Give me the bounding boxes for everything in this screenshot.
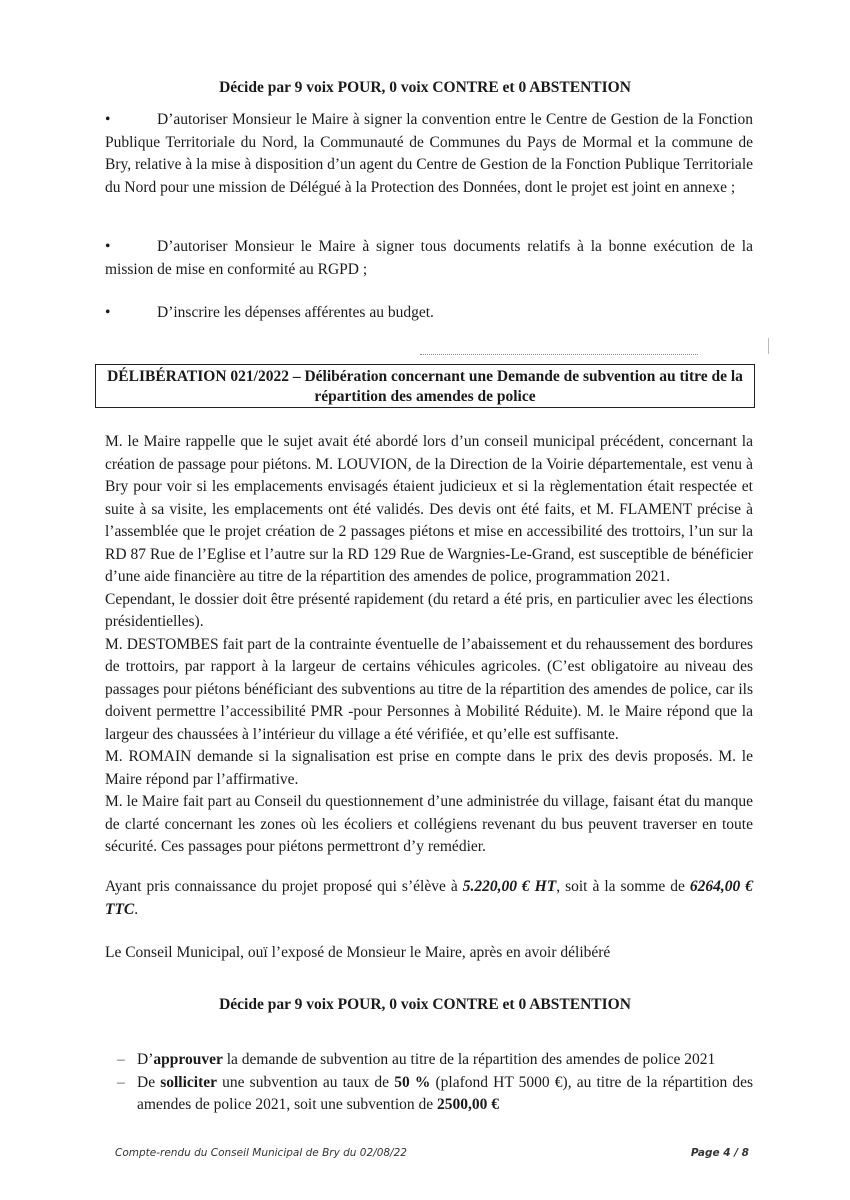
dash-icon: –	[117, 1051, 125, 1068]
item-verb: solliciter	[160, 1073, 218, 1091]
item-rest: une subvention au taux de	[217, 1073, 395, 1091]
cost-suffix: .	[134, 900, 139, 918]
council-statement	[105, 942, 753, 965]
item-rest: la demande de subvention au titre de la répartition des amendes de police 2021	[222, 1051, 716, 1068]
bullet-item-2	[105, 236, 753, 281]
decision-heading-top: Décide par 9 voix POUR, 0 voix CONTRE et 0 ABSTENTION	[219, 79, 631, 96]
item-verb: approuver	[153, 1051, 223, 1068]
bullet-icon: •	[105, 238, 111, 255]
footer-document-title: Compte-rendu du Conseil Municipal de Bry du 02/08/22	[115, 1147, 407, 1159]
footer-page-number: Page 4 / 8	[690, 1147, 749, 1159]
decision-heading-bottom: Décide par 9 voix POUR, 0 voix CONTRE et 0 ABSTENTION	[219, 996, 631, 1013]
paragraph: M. DESTOMBES fait part de la contrainte éventuelle de l’abaissement et du rehaussement des bordures de trottoirs, par rapport à la largeur de certains véhicules agricoles. (C’est obligatoire au niveau des passages pour piétons bénéficiant des subventions au titre de la répartition des amendes de police, car ils doivent permettre l’accessibilité PMR -pour Personnes à Mobilité Réduite). M. le Maire répond que la largeur des chaussées à l’intérieur du village a été vérifiée, et qu’elle est suffisante.	[105, 635, 753, 743]
bullet-item-1	[105, 109, 753, 199]
item-rate: 50 %	[394, 1073, 431, 1091]
paragraph: Cependant, le dossier doit être présenté rapidement (du retard a été pris, en particulier avec les élections présidentielles).	[105, 590, 753, 630]
bullet-icon: •	[105, 304, 111, 321]
paragraph: M. le Maire rappelle que le sujet avait été abordé lors d’un conseil municipal précédent, concernant la création de passage pour piétons. M. LOUVION, de la Direction de la Voirie départementale, est venu à Bry pour voir si les emplacements envisagés étaient judicieux et si la règlementation était respectée et suite à sa visite, les emplacements ont été validés. Des devis ont été faits, et M. FLAMENT précise à l’assemblée que le projet création de 2 passages piétons et mise en accessibilité des trottoirs, l’un sur la RD 87 Rue de l’Eglise et l’autre sur la RD 129 Rue de Wargnies-Le-Grand, est susceptible de bénéficier d’une aide financière au titre de la répartition des amendes de police, programmation 2021.	[105, 433, 753, 585]
item-amount: 2500,00 €	[437, 1096, 500, 1113]
bullet-icon: •	[105, 111, 111, 128]
cost-prefix: Ayant pris connaissance du projet proposé qui s’élève à	[105, 878, 463, 895]
item-prefix: D’	[137, 1051, 154, 1068]
cost-middle: , soit à la somme de	[556, 878, 690, 895]
decision-item-approve	[105, 1049, 753, 1072]
decisions-list	[105, 1049, 753, 1117]
deliberation-title-box	[95, 364, 755, 408]
deliberation-title: DÉLIBÉRATION 021/2022 – Délibération concernant une Demande de subvention au titre de la répartition des amendes de police	[107, 368, 743, 405]
scan-artifact-mark	[768, 338, 769, 354]
council-statement-text: Le Conseil Municipal, ouï l’exposé de Monsieur le Maire, après en avoir délibéré	[105, 944, 611, 961]
paragraph: M. ROMAIN demande si la signalisation est prise en compte dans le prix des devis proposés. M. le Maire répond par l’affirmative.	[105, 748, 753, 788]
cost-ttc-amount: 6264,00 € TTC	[105, 878, 754, 918]
paragraph: M. le Maire fait part au Conseil du questionnement d’une administrée du village, faisant état du manque de clarté concernant les zones où les écoliers et collégiens revenant du bus peuvent traverser en toute sécurité. Ces passages pour piétons permettront d’y remédier.	[105, 793, 753, 855]
scan-artifact-line	[420, 354, 698, 355]
dash-icon: –	[117, 1073, 125, 1091]
project-cost-paragraph	[105, 876, 753, 921]
bullet-text: D’inscrire les dépenses afférentes au budget.	[157, 304, 434, 321]
deliberation-body	[105, 431, 753, 859]
item-prefix: De	[137, 1073, 161, 1091]
bullet-text: D’autoriser Monsieur le Maire à signer la convention entre le Centre de Gestion de la Fonction Publique Territoriale du Nord, la Communauté de Communes du Pays de Mormal et la commune de Bry, relative à la mise à disposition d’un agent du Centre de Gestion de la Fonction Publique Territoriale du Nord pour une mission de Délégué à la Protection des Données, dont le projet est joint en annexe ;	[105, 111, 753, 196]
bullet-item-3	[105, 302, 753, 325]
decision-item-solicit	[105, 1072, 753, 1117]
cost-ht-amount: 5.220,00 € HT	[462, 878, 557, 895]
item-rest: (plafond HT 5000 €), au titre de la répartition des amendes de police 2021, soit une subvention de	[137, 1073, 754, 1113]
bullet-text: D’autoriser Monsieur le Maire à signer tous documents relatifs à la bonne exécution de la mission de mise en conformité au RGPD ;	[105, 238, 753, 278]
